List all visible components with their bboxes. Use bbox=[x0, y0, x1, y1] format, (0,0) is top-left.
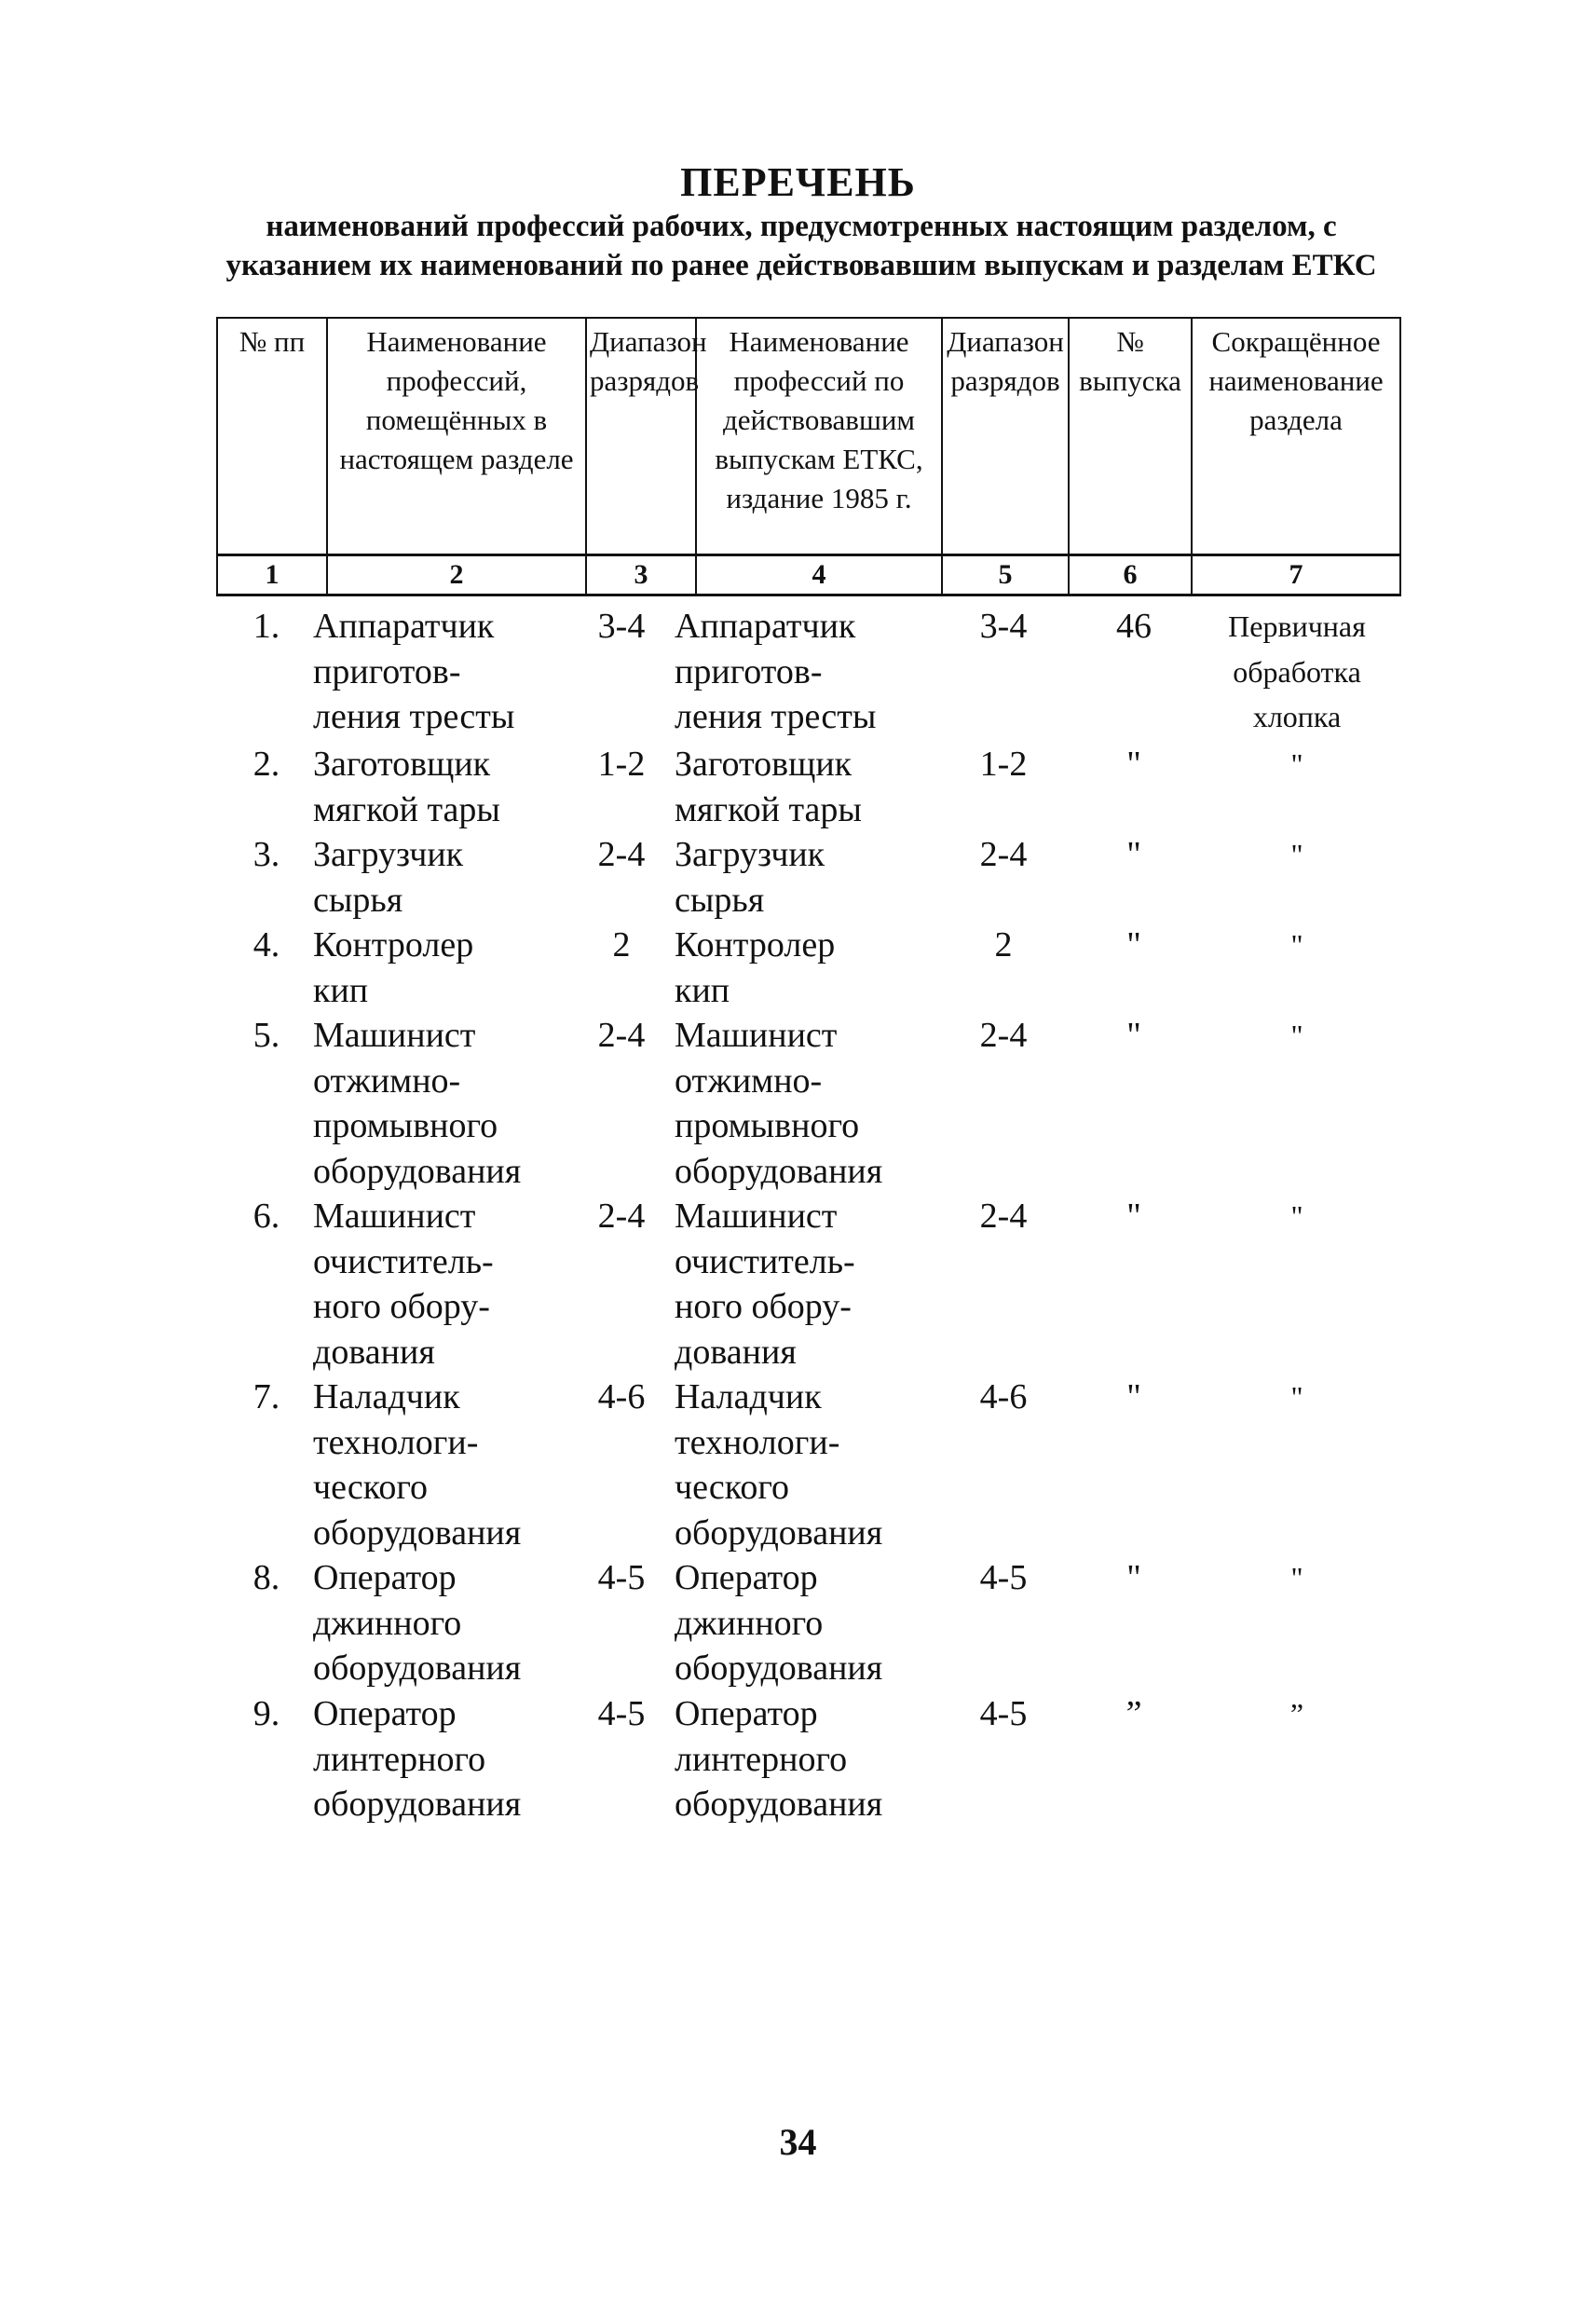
section-name: " bbox=[1290, 838, 1303, 871]
row-number: 9. bbox=[252, 1694, 280, 1733]
header-cell-issue: № выпуска bbox=[1069, 318, 1192, 554]
profession-name: Загрузчик сырья bbox=[313, 835, 464, 920]
table-row bbox=[216, 1375, 1399, 1555]
issue-number: " bbox=[1126, 1377, 1141, 1416]
grade-range: 4-6 bbox=[597, 1377, 646, 1416]
profession-name: Машинист отжимно- промывного оборудования bbox=[313, 1016, 522, 1191]
old-grade-range: 2 bbox=[994, 925, 1013, 964]
issue-number: ” bbox=[1125, 1694, 1142, 1733]
row-number: 5. bbox=[252, 1016, 280, 1055]
section-name: Первичная обработка хлопка bbox=[1228, 609, 1366, 733]
issue-number: " bbox=[1126, 835, 1141, 874]
issue-number: " bbox=[1126, 1558, 1141, 1597]
section-name: " bbox=[1290, 928, 1303, 962]
issue-number: " bbox=[1126, 1197, 1141, 1236]
old-grade-range: 2-4 bbox=[979, 835, 1028, 874]
old-profession-name: Машинист отжимно- промывного оборудования bbox=[675, 1016, 883, 1191]
column-number: 7 bbox=[1192, 554, 1400, 595]
header-cell-old-range: Диапазон разрядов bbox=[942, 318, 1069, 554]
grade-range: 3-4 bbox=[597, 607, 646, 646]
row-number: 8. bbox=[252, 1558, 280, 1597]
old-grade-range: 3-4 bbox=[979, 607, 1028, 646]
grade-range: 4-5 bbox=[597, 1694, 646, 1733]
profession-name: Наладчик технологи- ческого оборудования bbox=[313, 1377, 522, 1553]
section-name: " bbox=[1290, 1380, 1303, 1414]
header-cell-section: Сокращённое наименование раздела bbox=[1192, 318, 1400, 554]
profession-name: Машинист очиститель- ного обору- дования bbox=[313, 1197, 494, 1372]
old-profession-name: Загрузчик сырья bbox=[675, 835, 825, 920]
grade-range: 2-4 bbox=[597, 835, 646, 874]
document-title: ПЕРЕЧЕНЬ bbox=[680, 159, 916, 205]
table-header bbox=[216, 317, 1401, 596]
profession-name: Оператор линтерного оборудования bbox=[313, 1694, 522, 1824]
row-number: 1. bbox=[252, 607, 280, 646]
table-row bbox=[216, 1691, 1399, 1827]
grade-range: 4-5 bbox=[597, 1558, 646, 1597]
profession-list bbox=[216, 604, 1399, 1827]
column-number: 6 bbox=[1069, 554, 1192, 595]
section-name: ” bbox=[1289, 1697, 1304, 1731]
section-name: " bbox=[1290, 747, 1303, 781]
profession-name: Заготовщик мягкой тары bbox=[313, 745, 500, 829]
grade-range: 2-4 bbox=[597, 1016, 646, 1055]
grade-range: 1-2 bbox=[597, 745, 646, 784]
row-number: 4. bbox=[252, 925, 280, 964]
old-profession-name: Заготовщик мягкой тары bbox=[675, 745, 862, 829]
old-grade-range: 2-4 bbox=[979, 1197, 1028, 1236]
old-grade-range: 1-2 bbox=[979, 745, 1028, 784]
issue-number: " bbox=[1126, 1016, 1141, 1055]
header-cell-old-profession: Наименование профессий по действовавшим выпускам ЕТКС, издание 1985 г. bbox=[696, 318, 942, 554]
old-profession-name: Наладчик технологи- ческого оборудования bbox=[675, 1377, 883, 1553]
issue-number: 46 bbox=[1116, 607, 1152, 646]
old-grade-range: 4-5 bbox=[979, 1694, 1028, 1733]
profession-name: Контролер кип bbox=[313, 925, 474, 1010]
issue-number: " bbox=[1126, 925, 1141, 964]
old-grade-range: 4-6 bbox=[979, 1377, 1028, 1416]
row-number: 3. bbox=[252, 835, 280, 874]
column-number: 1 bbox=[217, 554, 327, 595]
header-cell-profession: Наименование профессий, помещённых в настоящем разделе bbox=[327, 318, 586, 554]
row-number: 7. bbox=[252, 1377, 280, 1416]
profession-name: Аппаратчик приготов- ления тресты bbox=[313, 607, 515, 736]
issue-number: " bbox=[1126, 745, 1141, 784]
table-row bbox=[216, 742, 1399, 832]
column-number: 5 bbox=[942, 554, 1069, 595]
row-number: 6. bbox=[252, 1197, 280, 1236]
table-row bbox=[216, 1013, 1399, 1194]
document-subtitle: наименований профессий рабочих, предусмотренных настоящим разделом, с указанием их наименований по ранее действовавшим выпускам и разделам ЕТКС bbox=[225, 210, 1377, 282]
grade-range: 2-4 bbox=[597, 1197, 646, 1236]
profession-name: Оператор джинного оборудования bbox=[313, 1558, 522, 1688]
old-profession-name: Оператор линтерного оборудования bbox=[675, 1694, 883, 1824]
column-number: 3 bbox=[586, 554, 696, 595]
column-number: 2 bbox=[327, 554, 586, 595]
section-name: " bbox=[1290, 1561, 1303, 1594]
old-profession-name: Оператор джинного оборудования bbox=[675, 1558, 883, 1688]
old-grade-range: 2-4 bbox=[979, 1016, 1028, 1055]
table-row bbox=[216, 832, 1399, 923]
table-row bbox=[216, 923, 1399, 1013]
table-row bbox=[216, 1555, 1399, 1691]
row-number: 2. bbox=[252, 745, 280, 784]
old-profession-name: Аппаратчик приготов- ления тресты bbox=[675, 607, 877, 736]
header-cell-range: Диапазон разрядов bbox=[586, 318, 696, 554]
old-grade-range: 4-5 bbox=[979, 1558, 1028, 1597]
column-number: 4 bbox=[696, 554, 942, 595]
section-name: " bbox=[1290, 1199, 1303, 1233]
old-profession-name: Контролер кип bbox=[675, 925, 836, 1010]
old-profession-name: Машинист очиститель- ного обору- дования bbox=[675, 1197, 855, 1372]
table-row bbox=[216, 604, 1399, 742]
grade-range: 2 bbox=[612, 925, 631, 964]
table-row bbox=[216, 1194, 1399, 1375]
page-number: 34 bbox=[779, 2121, 817, 2163]
header-cell-number: № пп bbox=[217, 318, 327, 554]
section-name: " bbox=[1290, 1019, 1303, 1052]
